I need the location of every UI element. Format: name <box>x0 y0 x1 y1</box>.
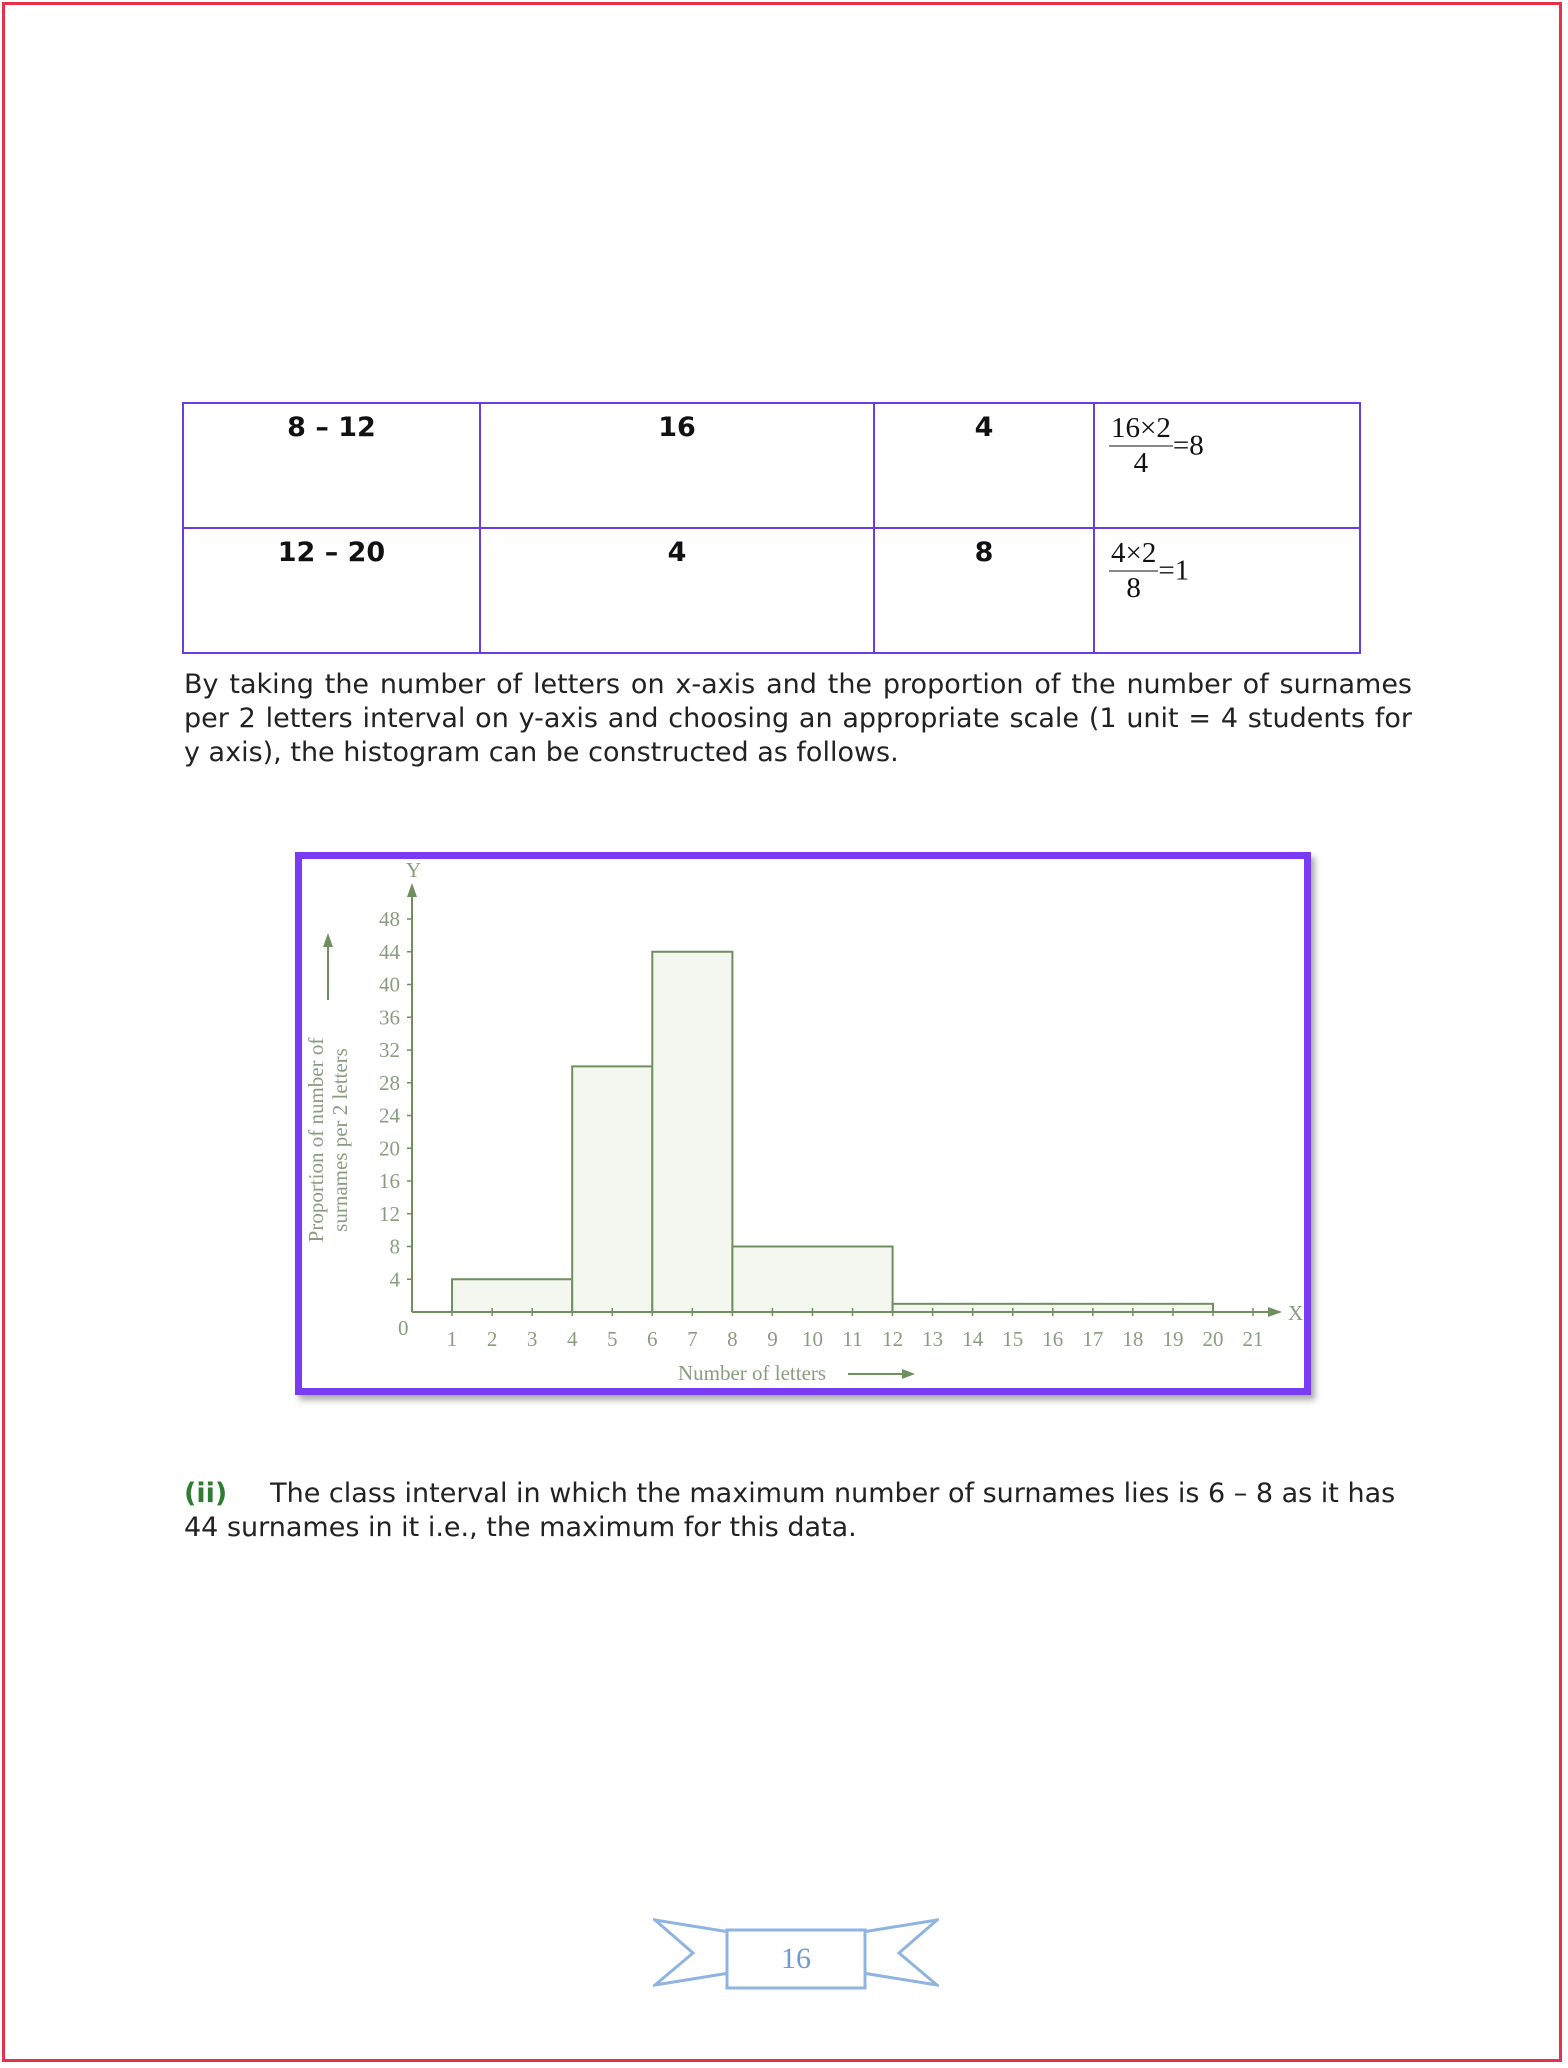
count-cell: 16 <box>480 403 874 528</box>
x-tick-label: 17 <box>1082 1327 1104 1351</box>
width-cell: 4 <box>874 403 1094 528</box>
x-tick-label: 21 <box>1242 1327 1264 1351</box>
y-tick-label: 8 <box>389 1234 400 1259</box>
interval-cell: 12 – 20 <box>183 528 480 653</box>
y-axis-label-line2: surnames per 2 letters <box>328 1048 352 1232</box>
x-tick-label: 12 <box>882 1327 904 1351</box>
y-label-arrow-icon <box>323 933 333 947</box>
answer-paragraph <box>184 1477 1412 1545</box>
histogram-bar <box>732 1247 892 1313</box>
x-tick-label: 20 <box>1202 1327 1224 1351</box>
x-tick-label: 3 <box>526 1327 538 1351</box>
page-number-ribbon <box>653 1915 939 1995</box>
x-tick-label: 10 <box>802 1327 823 1351</box>
y-tick-label: 40 <box>379 972 400 997</box>
y-axis-letter: Y <box>406 858 422 882</box>
part-label: (ii) <box>184 1478 228 1509</box>
numerator: 4×2 <box>1109 537 1158 572</box>
answer-text: The class interval in which the maximum number of surnames lies is 6 – 8 as it has 44 surnames in it i.e., the maximum for this data. <box>184 1478 1396 1543</box>
y-tick-label: 48 <box>379 907 400 931</box>
interval-cell: 8 – 12 <box>183 403 480 528</box>
histogram-bar <box>452 1279 572 1312</box>
y-tick-label: 16 <box>379 1169 400 1193</box>
x-tick-label: 6 <box>647 1327 658 1351</box>
y-tick-label: 24 <box>379 1103 400 1128</box>
x-axis-letter: X <box>1288 1301 1304 1325</box>
x-axis-arrow-icon <box>1268 1307 1282 1317</box>
y-tick-label: 20 <box>379 1136 400 1161</box>
y-tick-label: 4 <box>389 1267 400 1292</box>
result: =1 <box>1158 554 1190 587</box>
explanation-paragraph: By taking the number of letters on x-axis and the proportion of the number of surnames per 2 letters interval on y-axis and choosing an appropriate scale (1 unit = 4 students for y axis), the histogram can be constructed as follows. <box>184 669 1412 768</box>
x-tick-label: 2 <box>486 1327 498 1351</box>
width-cell: 8 <box>874 528 1094 653</box>
x-tick-label: 13 <box>922 1327 944 1351</box>
denominator: 4 <box>1133 447 1149 479</box>
y-axis-arrow-icon <box>407 883 417 897</box>
x-tick-label: 14 <box>962 1327 984 1351</box>
count-cell: 4 <box>480 528 874 653</box>
result: =8 <box>1172 429 1204 462</box>
origin-label: 0 <box>398 1316 409 1340</box>
y-tick-label: 32 <box>379 1038 400 1062</box>
y-tick-label: 12 <box>379 1201 400 1226</box>
page-number: 16 <box>781 1942 811 1975</box>
x-tick-label: 16 <box>1042 1327 1064 1351</box>
x-tick-label: 7 <box>687 1327 698 1351</box>
x-label-arrow-icon <box>902 1369 915 1379</box>
x-tick-label: 18 <box>1122 1327 1144 1351</box>
x-tick-label: 1 <box>446 1327 458 1351</box>
x-tick-label: 4 <box>566 1327 578 1351</box>
histogram-bar <box>652 952 732 1312</box>
x-tick-label: 5 <box>607 1327 618 1351</box>
histogram-bar <box>572 1066 652 1312</box>
y-tick-label: 28 <box>379 1070 400 1095</box>
x-tick-label: 19 <box>1162 1327 1184 1351</box>
y-tick-label: 36 <box>379 1005 400 1030</box>
denominator: 8 <box>1126 572 1141 604</box>
x-tick-label: 9 <box>767 1327 778 1351</box>
y-tick-label: 44 <box>379 939 400 964</box>
x-tick-label: 11 <box>842 1327 863 1351</box>
x-axis-label: Number of letters <box>677 1361 827 1385</box>
numerator: 16×2 <box>1109 412 1173 447</box>
x-tick-label: 8 <box>727 1327 738 1351</box>
y-axis-label-line1: Proportion of number of <box>304 1037 328 1243</box>
x-tick-label: 15 <box>1002 1327 1024 1351</box>
